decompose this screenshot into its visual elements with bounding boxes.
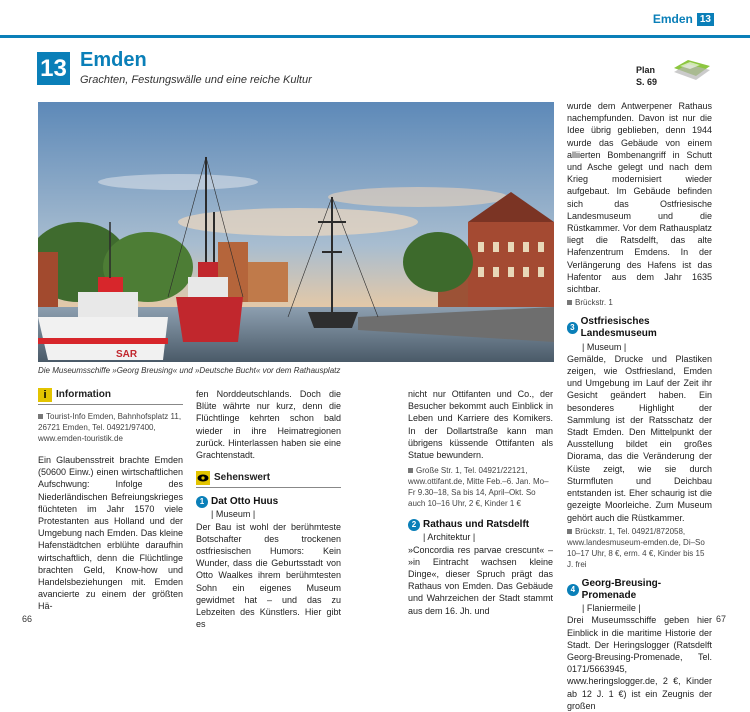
sehenswert-heading [196, 471, 341, 488]
sight-1-text: Der Bau ist wohl der berühmteste Botschafter des trockenen ostfriesischen Humors: Kein Wunder, dass die Geburtsstadt von Otto Waalkes ihrem berühmtesten Sohn ein eigenes Museum gewidmet hat – und das zu Lebzeiten des Künstlers. Hier gibt es [196, 521, 341, 630]
sight-3-tag: | Museum | [582, 341, 627, 352]
sight-3-details-text: Brückstr. 1, Tel. 04921/872058, www.landesmuseum-emden.de, Di–So 10–17 Uhr, 8 €, erm. 4 €, Kinder bis 15 J. frei [567, 526, 705, 569]
plan-page: S. 69 [636, 77, 658, 87]
page-number-right: 67 [716, 614, 727, 624]
bullet-square-icon [567, 529, 572, 534]
sight-4-tag: | Flaniermeile | [582, 603, 641, 614]
column-2 [196, 388, 341, 630]
sight-3-details [567, 526, 712, 570]
plan-reference[interactable] [636, 64, 657, 88]
harbour-photo [38, 102, 554, 362]
bullet-square-icon [408, 468, 413, 473]
bullet-square-icon [38, 414, 43, 419]
chapter-number: 13 [37, 52, 70, 85]
running-title [653, 12, 714, 26]
info-icon: i [38, 388, 52, 402]
info-heading [38, 388, 183, 405]
intro-paragraph: Ein Glaubensstreit brachte Emden (50600 Einw.) einen wirtschaftlichen Aufschwung: Infolge des Niederländischen Befreiungskrieges flüchteten im Jahr 1570 viele Protestanten aus Holland und der Umgebung nach Emden. Das kleine Hafenstädtchen erblühte daraufhin wirtschaftlich, denn die Flüchtlinge brachten Geld, Know-how und Handelsbeziehungen mit. Emden avancierte zu einem der größten Hä- [38, 455, 183, 612]
sight-3-heading[interactable] [567, 316, 712, 340]
chapter-title: Emden [80, 49, 147, 71]
sight-1-tag: | Museum | [211, 509, 256, 520]
sight-1-heading[interactable] [196, 496, 341, 508]
running-title-text: Emden [652, 12, 693, 26]
photo-caption: Die Museumsschiffe »Georg Breusing« und »Deutsche Bucht« vor dem Rathausplatz [38, 366, 341, 375]
intro-paragraph-continued: fen Norddeutschlands. Doch die Blüte währte nur kurz, denn die Flüchtlinge kehrten schon bald wieder in ihre Heimatregionen zurück. Hinterlassen haben sie eine Grachtenstadt. [196, 389, 341, 461]
chapter-subtitle: Grachten, Festungswälle und eine reiche Kultur [80, 74, 312, 86]
page-number-left: 66 [22, 614, 33, 624]
map-icon [672, 54, 712, 84]
sight-2-details [567, 297, 712, 308]
sight-2-title: Rathaus und Ratsdelft [423, 519, 530, 531]
info-heading-text: Information [56, 388, 111, 400]
header-rule [0, 35, 750, 38]
sight-1-details [408, 465, 553, 509]
sight-4-heading[interactable] [567, 578, 712, 602]
sight-4-number: 4 [567, 584, 579, 596]
bullet-square-icon [567, 300, 572, 305]
column-3 [408, 388, 553, 617]
plan-label: Plan [636, 65, 656, 75]
column-4 [567, 100, 712, 712]
sight-4-text: Drei Museumsschiffe geben hier Einblick in die maritime Historie der Stadt. Der Heringslogger (Ratsdelft Georg-Breusing-Promenade, Tel. 0171/5663945, www.heringslogger.de, 2 €, Kinder ab 12 J. 1 €) ist ein Zeugnis der großen [567, 615, 712, 711]
sight-1-number: 1 [196, 496, 208, 508]
sight-4-title: Georg-Breusing-Promenade [581, 577, 662, 601]
eye-icon [196, 471, 210, 485]
sight-2-tag: | Architektur | [423, 532, 476, 543]
top-bar [0, 0, 750, 40]
ship-hull-lettering: SAR [116, 349, 138, 360]
sight-2-heading[interactable] [408, 519, 553, 531]
info-text: Tourist-Info Emden, Bahnhofsplatz 11, 26721 Emden, Tel. 04921/97400, www.emden-touristik.de [38, 412, 182, 443]
sight-3-title: Ostfriesisches Landesmuseum [580, 316, 657, 340]
column-1 [38, 388, 183, 613]
sehenswert-heading-text: Sehenswert [214, 472, 271, 484]
sight-2-details-text: Brückstr. 1 [575, 298, 613, 308]
sight-1-title: Dat Otto Huus [211, 496, 279, 508]
sight-3-number: 3 [567, 322, 578, 334]
info-text-block [38, 411, 183, 444]
sight-2-text: »Concordia res parvae crescunt« – »in Eintracht wachsen kleine Dinge«, dieser Spruch prägt das Rathaus von Emden. Das Gebäude und Wahrzeichen der Stadt stammt aus dem 16. Jh. und [408, 544, 553, 616]
sight-1-text-continued: nicht nur Ottifanten und Co., der Besucher bekommt auch Einblick in Leben und Karriere des Komikers. In der Dollartstraße kann man übrigens küssende Ottifanten als Statue bewundern. [408, 389, 553, 461]
sight-3-text: Gemälde, Drucke und Plastiken zeigen, wie Ostfriesland, Emden und Umgebung im Lauf der Zeit ihr Gesicht geändert haben. Ein besonderes Highlight der Sammlung ist der Ratsschatz der Stadt Emden. Den Mittelpunkt der Ausstellung bildet ein großes Diorama, das die Veränderung der Küste zeigt, wie sie durch Sturmfluten und Deichbau entstanden ist. Eher schaurig ist die gezeigte Moorleiche. Zum Museum gehört auch die Rüstkammer. [567, 353, 712, 523]
sight-2-number: 2 [408, 519, 420, 531]
running-title-chip: 13 [697, 13, 714, 26]
sight-1-details-text: Große Str. 1, Tel. 04921/22121, www.ottifant.de, Mitte Feb.–6. Jan. Mo–Fr 9.30–18, Sa bis 14, April–Okt. So auch 10–16 Uhr, 2 €, Kinder 1 € [408, 466, 549, 509]
sight-2-text-continued: wurde dem Antwerpener Rathaus nachempfunden. Davon ist nur die Idee übrig geblieben, denn 1944 wurde das Gebäude von einem alliierten Bombenangriff in Schutt und Asche gelegt und nach dem Krieg modernisiert wieder aufgebaut. Im Gebäude befinden sich das Ostfriesische Landesmuseum und die Rüstkammer. Vor dem Rathausplatz liegt die Ratsdelft, das alte Hafenzentrum Emdens. In der Verlängerung des Hafens ist das Hafentor aus dem Jahr 1635 sichtbar. [567, 101, 712, 295]
